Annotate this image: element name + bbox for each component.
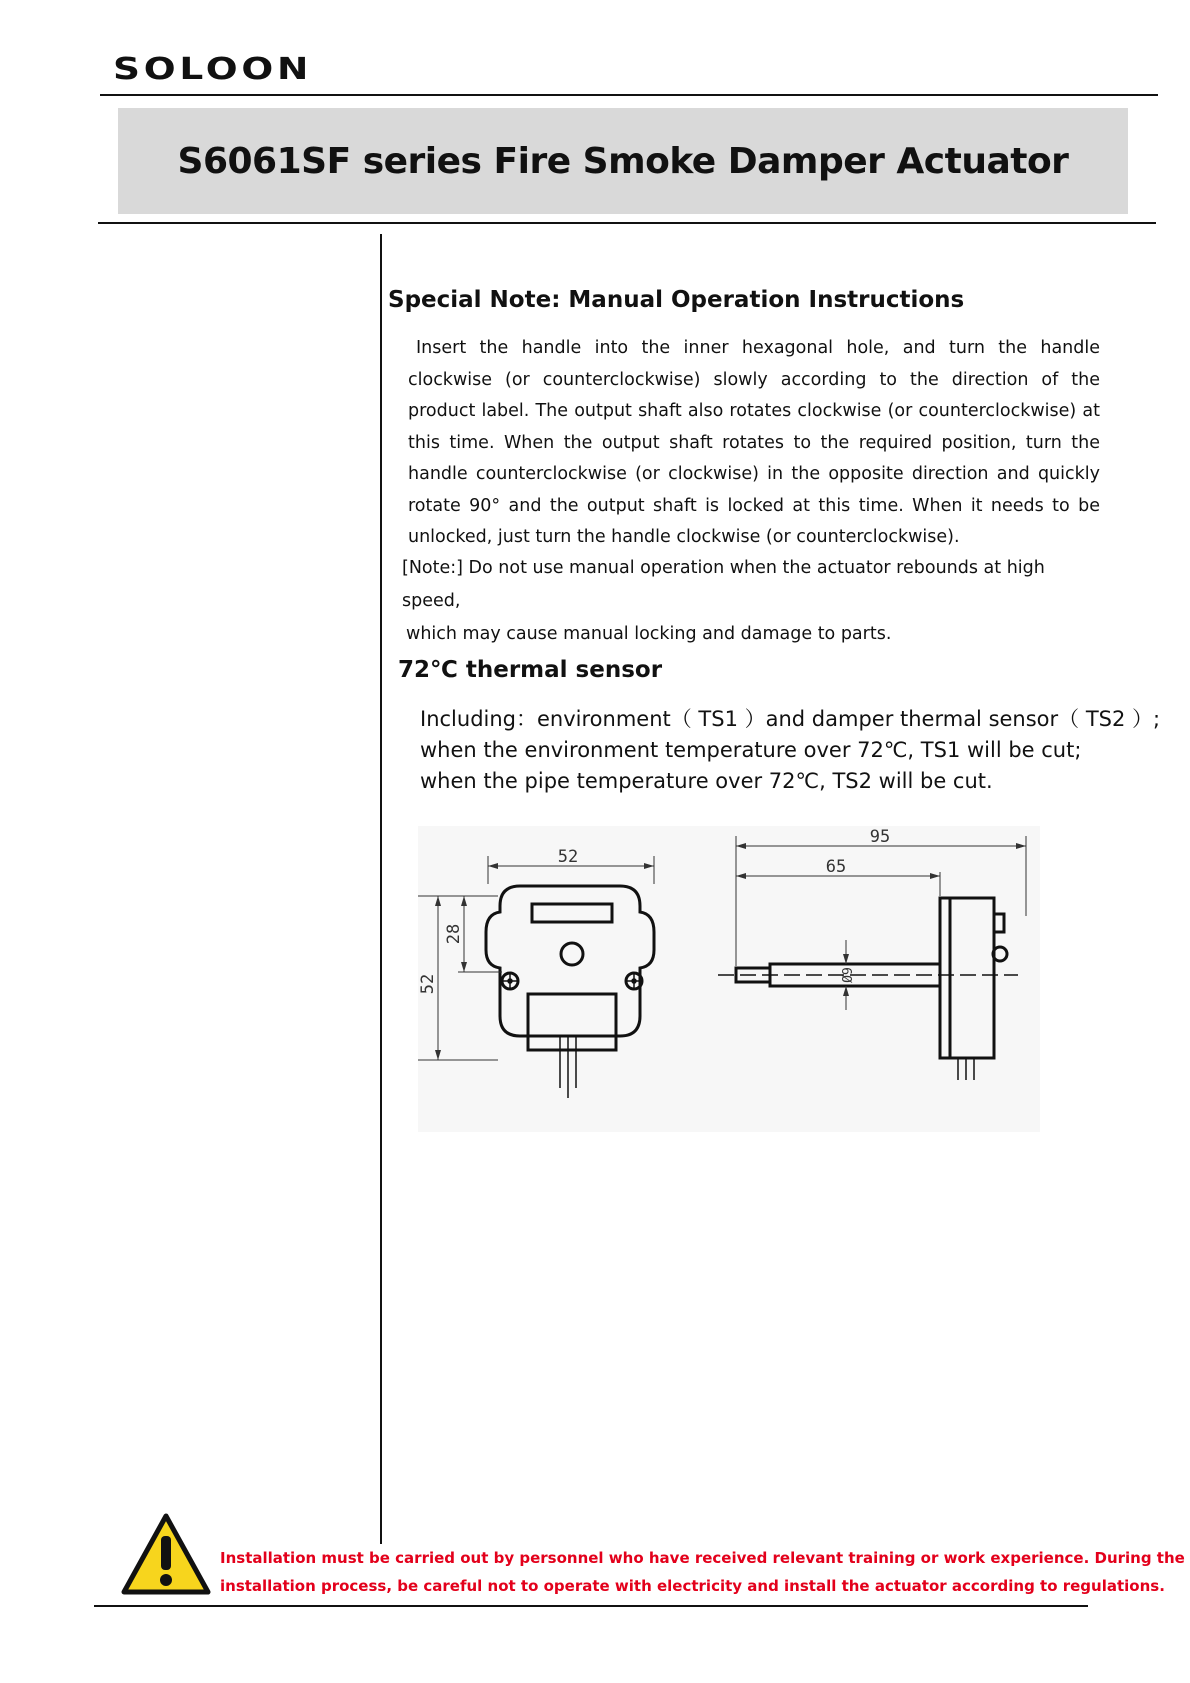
manual-section-heading: Special Note: Manual Operation Instructions xyxy=(388,287,965,313)
sensor-line-2: when the environment temperature over 72℃, TS1 will be cut; xyxy=(420,738,1082,762)
dim-side-body: 65 xyxy=(825,857,847,877)
thermal-sensor-drawing xyxy=(418,826,1040,1132)
dim-shaft-diameter: Ø9 xyxy=(841,967,856,983)
brand-logo: SOLOON xyxy=(113,52,313,87)
front-view-hex-hole xyxy=(561,943,583,965)
header-top-rule xyxy=(100,94,1158,96)
dim-front-offset: 28 xyxy=(444,923,464,945)
manual-note-line-2: which may cause manual locking and damage to parts. xyxy=(406,624,892,644)
side-view-body xyxy=(940,898,994,1058)
dim-front-width: 52 xyxy=(557,847,579,867)
dim-side-total: 95 xyxy=(869,827,891,847)
manual-note-line-1: [Note:] Do not use manual operation when the actuator rebounds at high speed, xyxy=(402,558,1045,611)
dimension-drawing-svg xyxy=(418,826,1040,1132)
installation-warning xyxy=(220,1544,1185,1600)
sensor-line-3: when the pipe temperature over 72℃, TS2 will be cut. xyxy=(420,769,993,793)
manual-note xyxy=(402,552,1102,651)
warning-line-1: Installation must be carried out by personnel who have received relevant training or work experience. During the xyxy=(220,1549,1185,1567)
page-title: S6061SF series Fire Smoke Damper Actuator xyxy=(177,140,1069,182)
front-view-label-window xyxy=(532,904,612,922)
sensor-line-1: Including：environment（ TS1 ）and damper thermal sensor（ TS2 ）; xyxy=(420,707,1161,731)
manual-instructions-text xyxy=(408,333,1100,554)
front-view-body xyxy=(486,886,654,1036)
warning-triangle-icon xyxy=(118,1510,214,1598)
header-bottom-rule xyxy=(98,222,1156,224)
title-banner xyxy=(118,108,1128,214)
warning-line-2: installation process, be careful not to operate with electricity and install the actuator according to regulations. xyxy=(220,1577,1165,1595)
footer-rule xyxy=(94,1605,1088,1607)
sensor-section-heading: 72℃ thermal sensor xyxy=(398,657,663,683)
column-divider xyxy=(380,234,382,1544)
front-view-terminal-window xyxy=(528,994,616,1050)
side-view-knob-top xyxy=(994,914,1004,932)
manual-instructions-body: Insert the handle into the inner hexagonal hole, and turn the handle clockwise (or counterclockwise) slowly according to the direction of the product label. The output shaft also rotates clockwise (or counterclockwise) at this time. When the output shaft rotates to the required position, turn the handle counterclockwise (or clockwise) in the opposite direction and quickly rotate 90° and the output shaft is locked at this time. When it needs to be unlocked, just turn the handle clockwise (or counterclockwise). xyxy=(408,338,1100,547)
sensor-description xyxy=(420,704,1161,797)
dim-front-height: 52 xyxy=(418,973,438,995)
